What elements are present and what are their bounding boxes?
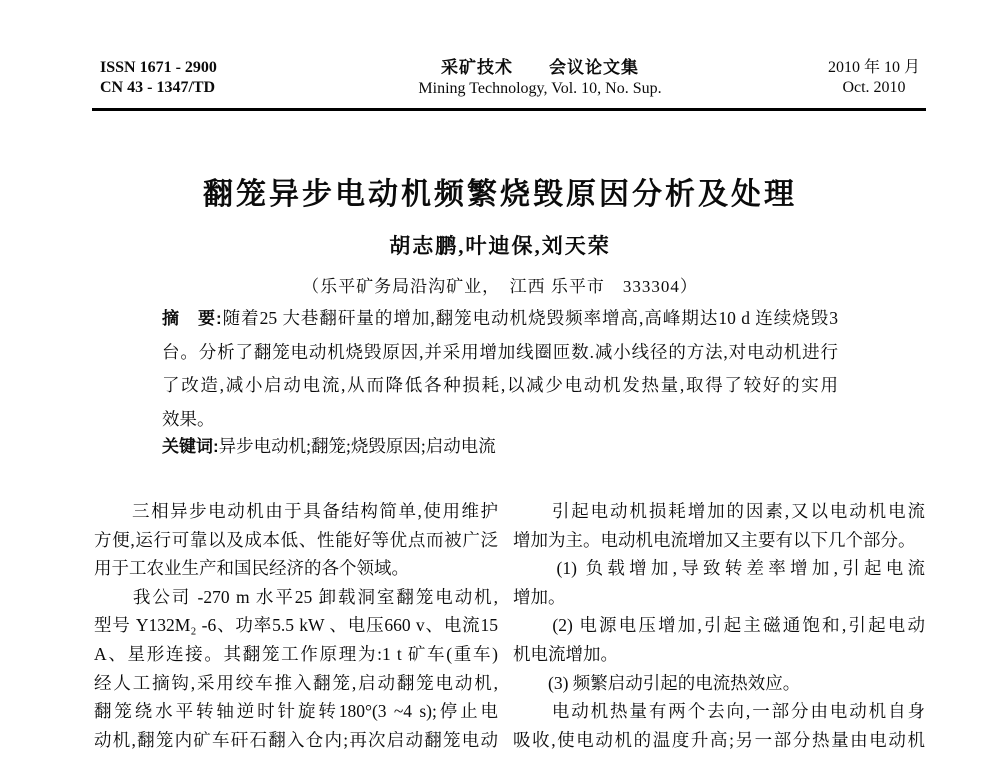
body-line: 增加。 — [513, 586, 566, 607]
body-line: 用于工农业生产和国民经济的各个领域。 — [94, 558, 409, 579]
paper-authors: 胡志鹏,叶迪保,刘天荣 — [389, 234, 611, 258]
journal-title-cn: 采矿技术 会议论文集 — [441, 58, 639, 77]
abstract-line: 效果。 — [162, 408, 215, 429]
body-line: 方便,运行可靠以及成本低、性能好等优点而被广泛 — [94, 529, 498, 550]
keywords-label: 关键词: — [162, 437, 219, 456]
header-journal-block — [330, 57, 750, 99]
body-line: 机电流增加。 — [513, 643, 618, 664]
issue-date-cn: 2010 年 10 月 — [827, 59, 920, 76]
abstract-line: 了改造,减小启动电流,从而降低各种损耗,以减少电动机发热量,取得了较好的实用 — [162, 375, 838, 395]
body-line: 型号 Y132M₂ -6、功率5.5 kW 、电压660 v、电流15 — [94, 615, 498, 636]
keywords-text: 异步电动机;翻笼;烧毁原因;启动电流 — [218, 436, 496, 456]
abstract-line — [162, 302, 838, 336]
paper-affiliation: （乐平矿务局沿沟矿业， 江西 乐平市 333304） — [302, 277, 698, 296]
abstract-label: 摘 要: — [162, 309, 222, 328]
body-line: 吸收,使电动机的温度升高;另一部分热量由电动机 — [513, 729, 925, 750]
issue-date-en: Oct. 2010 — [842, 79, 906, 96]
body-line: (2) 电源电压增加,引起主磁通饱和,引起电动 — [513, 615, 925, 636]
abstract-block — [162, 302, 838, 436]
body-line: 电动机热量有两个去向,一部分由电动机自身 — [513, 701, 925, 722]
abstract-text: 随着25 大巷翻矸量的增加,翻笼电动机烧毁频率增高,高峰期达10 d 连续烧毁3 — [221, 308, 838, 328]
body-line: 动机,翻笼内矿车矸石翻入仓内;再次启动翻笼电动 — [94, 729, 498, 750]
header-rule — [92, 108, 926, 111]
keywords-block — [162, 432, 838, 458]
issn-number: ISSN 1671 - 2900 — [100, 59, 217, 76]
body-line: 翻笼绕水平转轴逆时针旋转180°(3 ~4 s);停止电 — [94, 701, 498, 722]
body-line: 三相异步电动机由于具备结构简单,使用维护 — [94, 501, 498, 521]
body-line: 经人工摘钩,采用绞车推入翻笼,启动翻笼电动机, — [94, 672, 498, 693]
cn-number: CN 43 - 1347/TD — [100, 79, 216, 96]
body-line: 增加为主。电动机电流增加又主要有以下几个部分。 — [513, 529, 916, 550]
paper-title: 翻笼异步电动机频繁烧毁原因分析及处理 — [203, 178, 797, 211]
body-left-column — [94, 497, 498, 754]
body-line: 引起电动机损耗增加的因素,又以电动机电流 — [513, 501, 925, 521]
body-line: (3) 频繁启动引起的电流热效应。 — [513, 672, 801, 693]
header-issn-block — [100, 58, 217, 98]
body-line: (1) 负载增加,导致转差率增加,引起电流 — [513, 558, 925, 579]
journal-title-en: Mining Technology, Vol. 10, No. Sup. — [418, 80, 662, 97]
body-line: A、星形连接。其翻笼工作原理为:1 t 矿车(重车) — [94, 643, 498, 664]
header-date-block — [828, 58, 920, 98]
body-line: 我公司 -270 m 水平25 卸载洞室翻笼电动机, — [94, 586, 498, 607]
abstract-line: 台。分析了翻笼电动机烧毁原因,并采用增加线圈匝数.减小线径的方法,对电动机进行 — [162, 341, 838, 362]
body-right-column — [513, 497, 925, 754]
